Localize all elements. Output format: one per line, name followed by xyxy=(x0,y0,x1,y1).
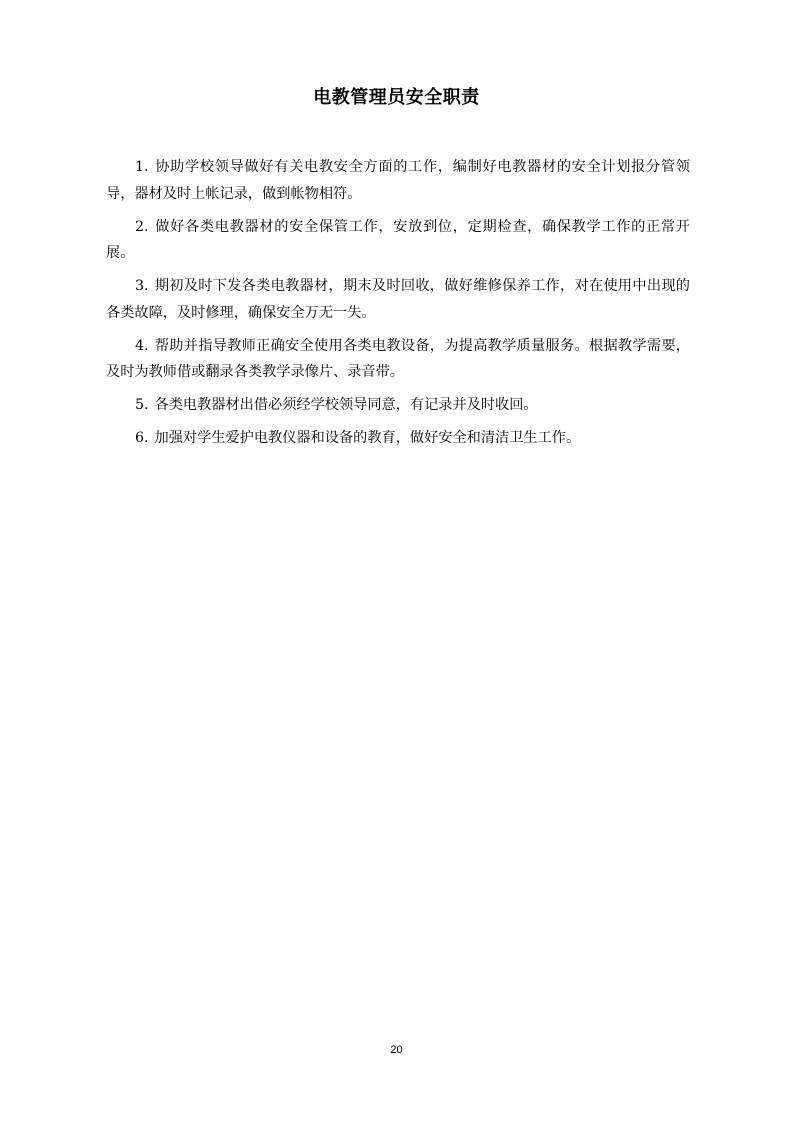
page-number: 20 xyxy=(390,1044,403,1056)
list-item xyxy=(106,333,690,386)
page-title: 电教管理员安全职责 xyxy=(313,87,480,108)
item-text: 加强对学生爱护电教仪器和设备的教育，做好安全和清洁卫生工作。 xyxy=(154,430,581,446)
item-number: 6. xyxy=(135,430,149,446)
duty-list xyxy=(106,154,690,458)
list-item xyxy=(106,214,690,267)
item-text: 做好各类电教器材的安全保管工作，安放到位，定期检查，确保教学工作的正常开展。 xyxy=(106,218,690,261)
list-item xyxy=(106,425,690,452)
item-number: 5. xyxy=(135,397,149,413)
list-item xyxy=(106,392,690,419)
item-number: 1. xyxy=(135,159,149,175)
list-item xyxy=(106,273,690,326)
item-text: 帮助并指导教师正确安全使用各类电教设备，为提高教学质量服务。根据教学需要，及时为教师借或翻录各类教学录像片、录音带。 xyxy=(106,337,690,380)
item-text: 协助学校领导做好有关电教安全方面的工作，编制好电教器材的安全计划报分管领导，器材及时上帐记录，做到帐物相符。 xyxy=(106,159,690,202)
list-item xyxy=(106,154,690,207)
item-number: 3. xyxy=(135,278,149,294)
item-text: 期初及时下发各类电教器材，期末及时回收，做好维修保养工作，对在使用中出现的各类故障，及时修理，确保安全万无一失。 xyxy=(106,278,690,321)
item-text: 各类电教器材出借必须经学校领导同意，有记录并及时收回。 xyxy=(154,397,538,413)
item-number: 2. xyxy=(135,218,149,235)
item-number: 4. xyxy=(135,337,149,354)
